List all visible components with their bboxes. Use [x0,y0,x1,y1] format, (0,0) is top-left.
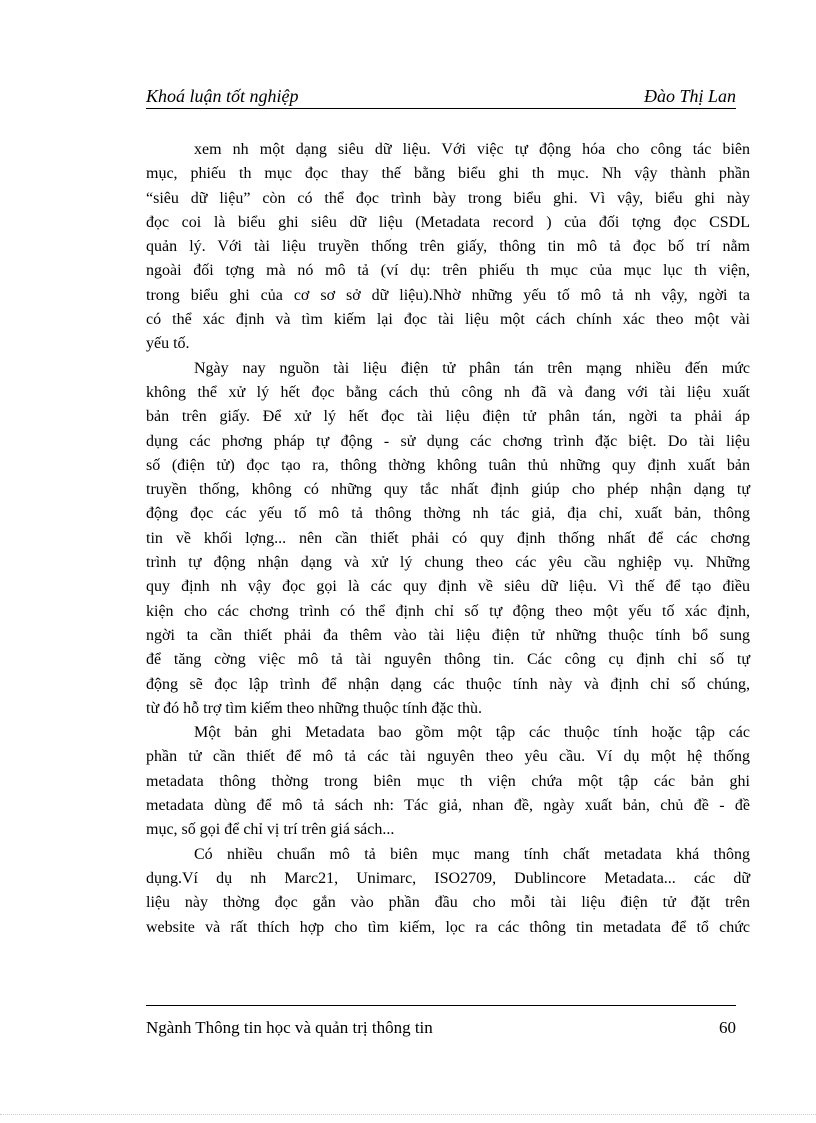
text-line: phần tử cần thiết để mô tả các tài nguyên theo yêu cầu. Ví dụ một hệ thống [146,748,750,766]
footer-department: Ngành Thông tin học và quản trị thông tin [146,1018,433,1037]
text-line: website và rất thích hợp cho tìm kiếm, lọc ra các thông tin metadata để tổ chức [146,918,750,936]
text-line: động sẽ đọc lập trình để nhận dạng các thuộc tính này và định chỉ số chúng, [146,675,750,693]
page-number: 60 [719,1018,736,1037]
text-line: Ngày nay nguồn tài liệu điện tử phân tán trên mạng nhiều đến mức [194,359,750,377]
text-line: từ đó hỗ trợ tìm kiếm theo những thuộc tính đặc thù. [146,699,482,717]
text-line: trong biểu ghi của cơ sơ sở dữ liệu).Nhờ những yếu tố mô tả nh vậy, ngời ta [146,286,750,304]
footer-divider [146,1005,736,1006]
text-line: yếu tố. [146,335,190,353]
text-line: quản lý. Với tài liệu truyền thống trên giấy, thông tin mô tả đọc bố trí nằm [146,238,750,256]
text-line: mục, phiếu th mục đọc thay thế bằng biểu ghi th mục. Nh vậy thành phần [146,165,750,183]
text-line: truyền thống, không có những quy tắc nhất định giúp cho phép nhận dạng tự [146,481,750,499]
text-line: tin về khối lợng... nên cần thiết phải có quy định thống nhất để các chơng [146,529,750,547]
text-line: “siêu dữ liệu” còn có thể đọc trình bày trong biểu ghi. Vì vậy, biểu ghi này [146,189,750,207]
header-divider [146,108,736,109]
text-line: số (điện tử) đọc tạo ra, thông thờng không tuân thủ những quy định xuất bản [146,456,750,474]
text-line: Có nhiều chuẩn mô tả biên mục mang tính chất metadata khá thông [194,845,750,863]
text-line: metadata thông thờng trong biên mục th viện chứa một tập các bản ghi [146,772,750,790]
text-line: ngoài đối tợng mà nó mô tả (ví dụ: trên phiếu th mục của mục lục th viện, [146,262,750,280]
header-thesis-label: Khoá luận tốt nghiệp [146,86,299,106]
text-line: Một bản ghi Metadata bao gồm một tập các thuộc tính hoặc tập các [194,724,750,742]
text-line: quy định nh vậy đọc gọi là các quy định về siêu dữ liệu. Vì thế để tạo điều [146,578,750,596]
text-line: mục, số gọi để chỉ vị trí trên giá sách... [146,821,395,839]
text-line: động đọc các yếu tố mô tả thông thờng nh tác giả, địa chỉ, xuất bản, thông [146,505,750,523]
text-line: đọc coi là biểu ghi siêu dữ liệu (Metadata record ) của đối tợng đọc CSDL [146,213,750,231]
text-line: có thể xác định và tìm kiếm lại đọc tài liệu một cách chính xác theo một vài [146,311,750,329]
text-line: kiện cho các chơng trình có thể định chỉ số tự động theo một yếu tố xác định, [146,602,750,620]
text-line: trình tự động nhận dạng và xử lý chung theo các yêu cầu nghiệp vụ. Những [146,554,750,572]
body-text [146,138,750,940]
text-line: dụng các phơng pháp tự động - sử dụng các chơng trình đặc biệt. Do tài liệu [146,432,750,450]
text-line: dụng.Ví dụ nh Marc21, Unimarc, ISO2709, Dublincore Metadata... các dữ [146,869,750,887]
page-bottom-edge [0,1114,816,1115]
text-line: ngời ta cần thiết phải đa thêm vào tài liệu điện tử những thuộc tính bổ sung [146,626,750,644]
text-line: metadata dùng để mô tả sách nh: Tác giả, nhan đề, ngày xuất bản, chủ đề - đề [146,797,750,815]
text-line: không thể xử lý hết đọc bằng cách thủ công nh đã và đang với tài liệu xuất [146,383,750,401]
text-line: để tăng cờng việc mô tả tài nguyên thông tin. Các công cụ định chỉ số tự [146,651,750,669]
text-line: liệu này thờng đọc gắn vào phần đầu cho mỗi tài liệu điện tử đặt trên [146,894,750,912]
header-author-name: Đào Thị Lan [643,86,736,106]
text-line: bản trên giấy. Để xử lý hết đọc tài liệu điện tử phân tán, ngời ta phải áp [146,408,750,426]
page-footer [146,1016,736,1042]
page-header [146,84,736,110]
text-line: xem nh một dạng siêu dữ liệu. Với việc tự động hóa cho công tác biên [194,141,750,158]
